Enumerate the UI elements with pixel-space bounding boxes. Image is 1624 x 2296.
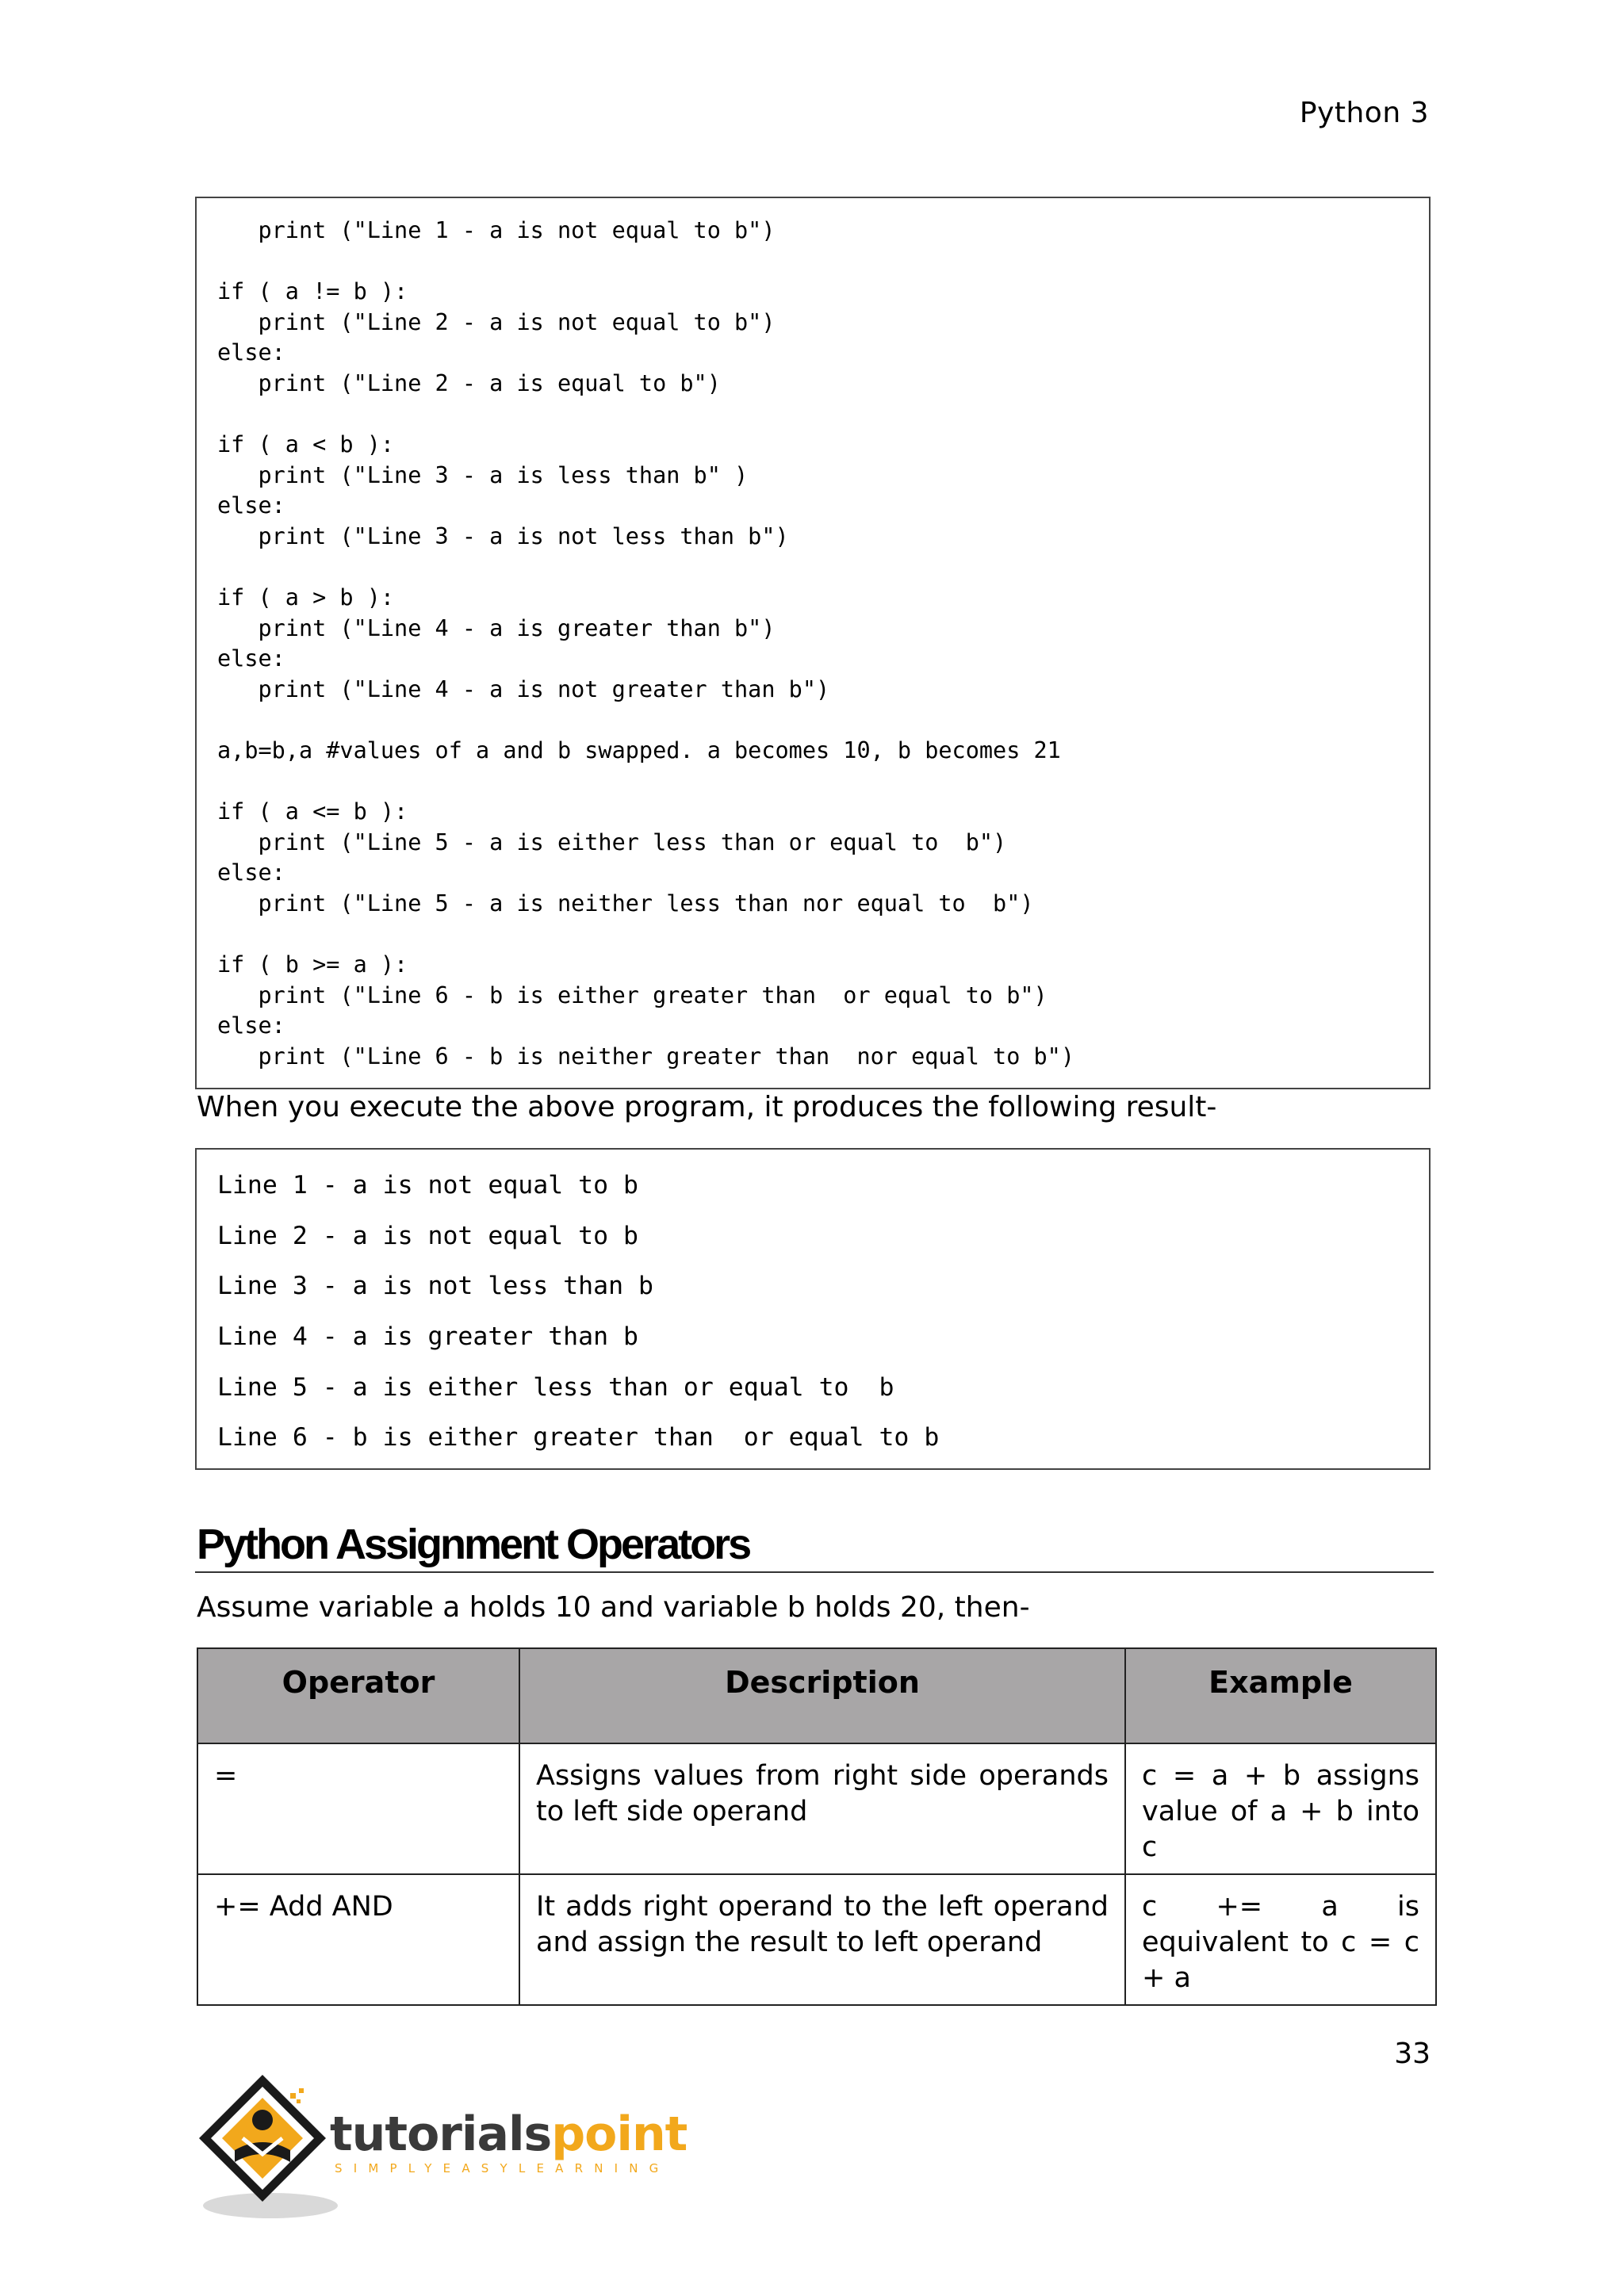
logo-wordmark: tutorialspoint	[330, 2107, 688, 2162]
code-block	[195, 197, 1431, 1089]
code-line: print ("Line 4 - a is greater than b")	[217, 614, 776, 641]
code-line: else:	[217, 645, 285, 672]
code-line: print ("Line 6 - b is either greater than or equal to b")	[217, 982, 1048, 1008]
code-line: else:	[217, 339, 285, 366]
output-line: Line 5 - a is either less than or equal to b	[217, 1372, 894, 1402]
code-line: else:	[217, 859, 285, 886]
tutorialspoint-logo	[195, 2071, 688, 2221]
code-line: print ("Line 5 - a is neither less than nor equal to b")	[217, 890, 1034, 917]
code-line	[217, 553, 1429, 584]
code-line: if ( b >= a ):	[217, 951, 408, 978]
output-block	[195, 1148, 1431, 1470]
description-cell: It adds right operand to the left operand and assign the result to left operand	[519, 1874, 1125, 2005]
section-heading: Python Assignment Operators	[197, 1521, 750, 1568]
code-line	[217, 767, 1429, 798]
output-line: Line 1 - a is not equal to b	[217, 1171, 639, 1200]
code-line	[217, 400, 1429, 430]
assume-text: Assume variable a holds 10 and variable b holds 20, then-	[197, 1591, 1030, 1624]
operator-cell: += Add AND	[197, 1874, 519, 2005]
code-line: print ("Line 1 - a is not equal to b")	[217, 217, 776, 243]
example-cell: c += a is equivalent to c = c + a	[1125, 1874, 1436, 2005]
code-line: print ("Line 3 - a is less than b" )	[217, 461, 749, 488]
column-header-operator: Operator	[197, 1648, 519, 1743]
code-line	[217, 706, 1429, 737]
code-line: print ("Line 4 - a is not greater than b")	[217, 675, 830, 702]
code-line: if ( a <= b ):	[217, 798, 408, 825]
code-line: a,b=b,a #values of a and b swapped. a becomes 10, b becomes 21	[217, 737, 1061, 764]
code-line: if ( a < b ):	[217, 431, 395, 458]
table-header-row	[197, 1648, 1436, 1743]
operator-cell: =	[197, 1743, 519, 1874]
logo-tagline: SIMPLYEASYLEARNING	[335, 2161, 670, 2175]
code-line: print ("Line 5 - a is either less than or equal to b")	[217, 828, 1007, 855]
column-header-example: Example	[1125, 1648, 1436, 1743]
running-header: Python 3	[1299, 97, 1429, 129]
code-line	[217, 247, 1429, 277]
example-cell: c = a + b assigns value of a + b into c	[1125, 1743, 1436, 1874]
code-line: print ("Line 6 - b is neither greater than nor equal to b")	[217, 1043, 1074, 1070]
code-line: print ("Line 2 - a is equal to b")	[217, 369, 721, 396]
code-line: print ("Line 2 - a is not equal to b")	[217, 308, 776, 335]
output-line: Line 4 - a is greater than b	[217, 1322, 639, 1352]
result-intro-text: When you execute the above program, it produces the following result-	[197, 1091, 1217, 1123]
code-line: else:	[217, 1012, 285, 1039]
code-line: else:	[217, 492, 285, 519]
output-line: Line 2 - a is not equal to b	[217, 1221, 639, 1250]
code-line: if ( a != b ):	[217, 278, 408, 305]
output-line: Line 6 - b is either greater than or equal to b	[217, 1423, 940, 1452]
table-row	[197, 1874, 1436, 2005]
section-divider	[195, 1571, 1434, 1573]
assignment-operators-table	[197, 1647, 1437, 2006]
page-number: 33	[1394, 2038, 1431, 2070]
code-line	[217, 920, 1429, 951]
output-line: Line 3 - a is not less than b	[217, 1272, 653, 1301]
code-line: if ( a > b ):	[217, 584, 395, 611]
description-cell: Assigns values from right side operands to left side operand	[519, 1743, 1125, 1874]
column-header-description: Description	[519, 1648, 1125, 1743]
table-row	[197, 1743, 1436, 1874]
code-line: print ("Line 3 - a is not less than b")	[217, 522, 789, 549]
